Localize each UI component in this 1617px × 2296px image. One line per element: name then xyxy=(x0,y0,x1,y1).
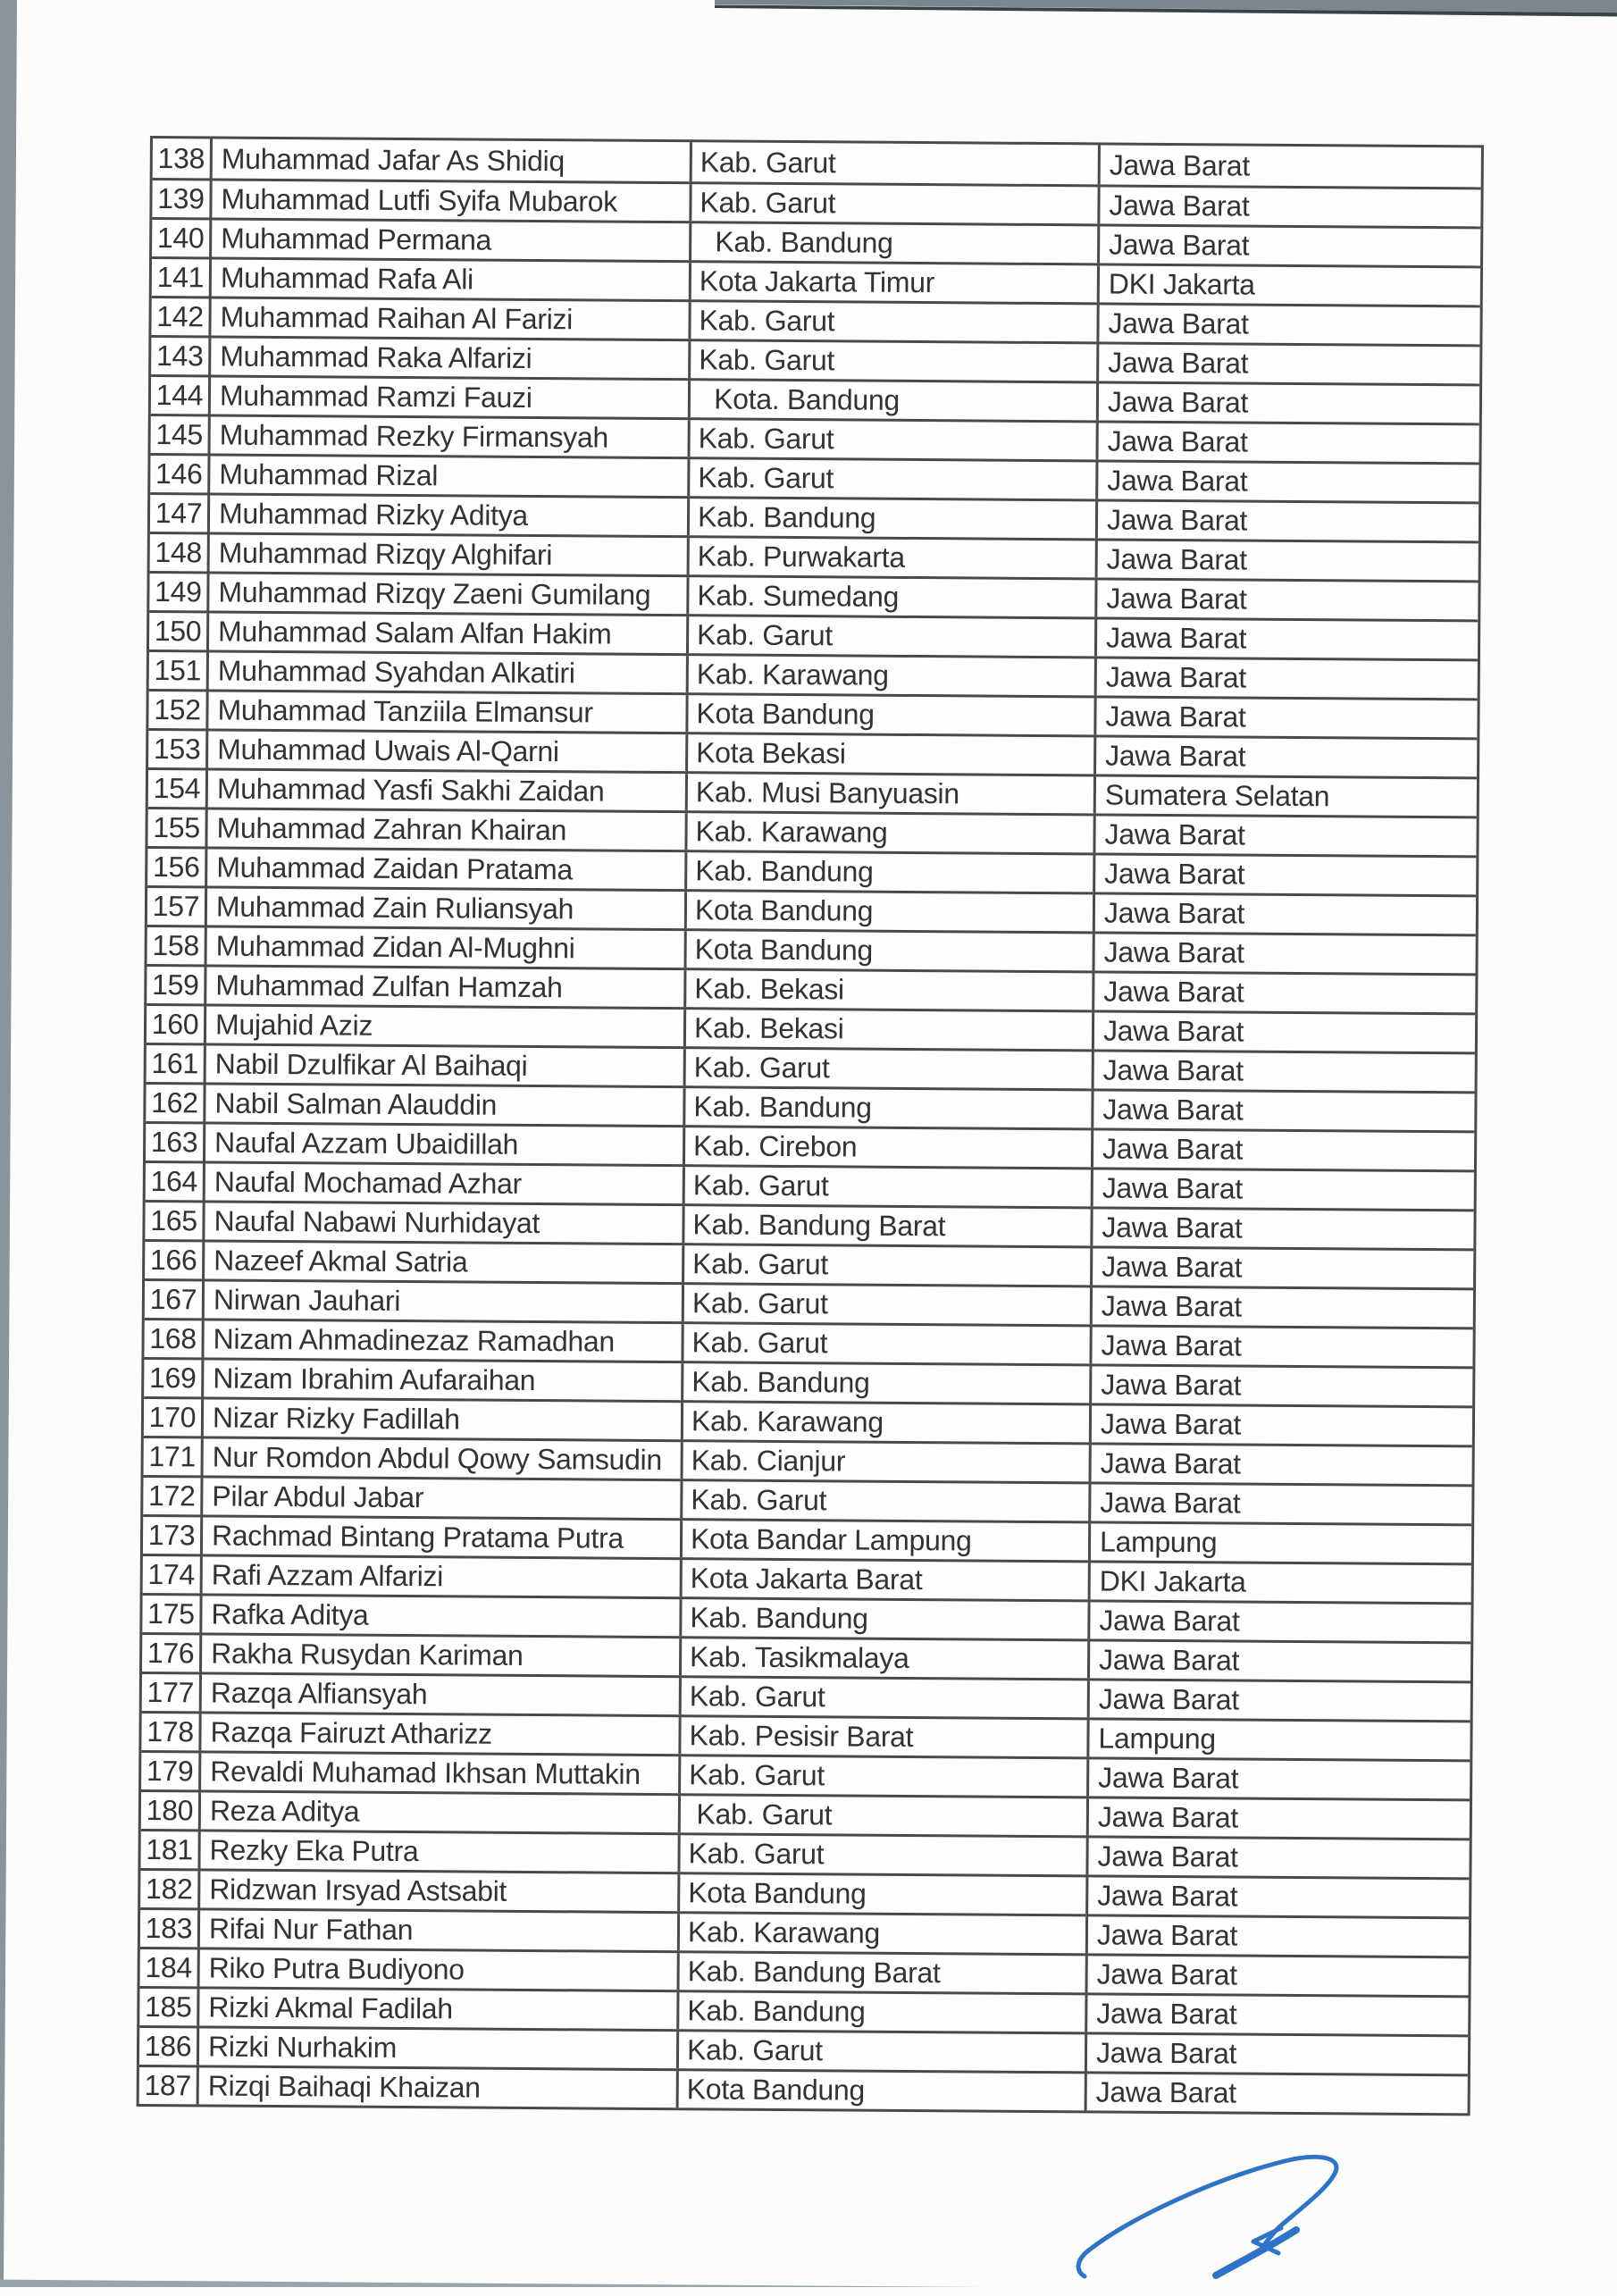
province-cell: Jawa Barat xyxy=(1094,580,1478,619)
row-number-cell: 173 xyxy=(147,1519,196,1552)
row-number-cell: 141 xyxy=(156,261,205,294)
row-number-cell: 138 xyxy=(157,141,205,174)
city-cell: Kab. Bekasi xyxy=(683,1010,1092,1049)
province-cell: Jawa Barat xyxy=(1091,1169,1474,1209)
province-cell: DKI Jakarta xyxy=(1088,1563,1471,1602)
row-number-cell: 183 xyxy=(145,1912,193,1945)
row-number-cell: 165 xyxy=(150,1204,197,1237)
name-cell: Naufal Azzam Ubaidillah xyxy=(203,1124,683,1164)
name-cell: Muhammad Rafa Ali xyxy=(209,259,689,299)
city-cell: Kab. Karawang xyxy=(677,1914,1085,1953)
city-cell: Kota Jakarta Timur xyxy=(689,263,1097,302)
name-cell: Muhammad Rizky Aditya xyxy=(207,495,687,535)
province-cell: Jawa Barat xyxy=(1092,1052,1475,1091)
city-cell: Kab. Bandung xyxy=(687,499,1095,538)
row-number-cell: 149 xyxy=(155,575,202,608)
row-number-cell: 155 xyxy=(153,811,200,844)
name-cell: Nabil Salman Alauddin xyxy=(203,1085,683,1125)
row-number-cell: 143 xyxy=(155,339,204,373)
scanned-page xyxy=(137,136,1484,2116)
city-cell: Kab. Garut xyxy=(682,1245,1090,1285)
city-cell: Kab. Garut xyxy=(688,341,1096,381)
province-cell: Jawa Barat xyxy=(1095,423,1479,462)
province-cell: DKI Jakarta xyxy=(1097,265,1480,305)
city-cell: Kab. Garut xyxy=(683,1049,1092,1088)
city-cell: Kab. Garut xyxy=(678,1756,1086,1796)
city-cell: Kota Bandung xyxy=(684,931,1093,970)
name-cell: Nazeef Akmal Satria xyxy=(202,1242,682,1282)
province-cell: Jawa Barat xyxy=(1089,1405,1472,1445)
city-cell: Kota. Bandung xyxy=(688,381,1096,420)
row-number-cell: 163 xyxy=(150,1126,198,1159)
province-cell: Jawa Barat xyxy=(1085,1995,1468,2034)
province-cell: Jawa Barat xyxy=(1093,816,1476,855)
province-cell: Jawa Barat xyxy=(1088,1484,1471,1523)
name-cell: Muhammad Zain Ruliansyah xyxy=(205,888,684,928)
signature-underline-stroke xyxy=(1216,2230,1296,2275)
city-cell: Kab. Pesisir Barat xyxy=(678,1717,1086,1756)
row-number-cell: 170 xyxy=(148,1401,197,1434)
row-number-cell: 164 xyxy=(150,1165,198,1198)
city-cell: Kab. Garut xyxy=(677,1835,1085,1874)
row-number-cell: 186 xyxy=(144,2030,192,2063)
name-cell: Nur Romdon Abdul Qowy Samsudin xyxy=(201,1438,681,1479)
city-cell: Kab. Garut xyxy=(679,1678,1087,1717)
row-number-cell: 178 xyxy=(147,1715,194,1748)
province-cell: Jawa Barat xyxy=(1092,1012,1475,1052)
name-cell: Mujahid Aziz xyxy=(204,1006,683,1046)
city-cell: Kab. Purwakarta xyxy=(687,538,1095,577)
name-cell: Pilar Abdul Jabar xyxy=(200,1478,680,1518)
name-cell: Rafka Aditya xyxy=(199,1596,679,1636)
city-cell: Kota Bandung xyxy=(685,695,1093,734)
row-number-cell: 157 xyxy=(152,890,200,923)
city-cell: Kab. Garut xyxy=(686,616,1094,656)
city-cell: Kab. Garut xyxy=(680,1481,1088,1521)
city-cell: Kab. Garut xyxy=(683,1167,1091,1206)
row-number-cell: 177 xyxy=(147,1676,195,1709)
name-cell: Muhammad Lutfi Syifa Mubarok xyxy=(209,180,689,221)
name-cell: Rachmad Bintang Pratama Putra xyxy=(200,1517,680,1557)
province-cell: Jawa Barat xyxy=(1090,1287,1473,1327)
row-number-cell: 166 xyxy=(149,1244,197,1277)
province-cell: Jawa Barat xyxy=(1095,501,1479,540)
city-cell: Kab. Garut xyxy=(689,184,1097,223)
row-number-cell: 161 xyxy=(151,1047,199,1080)
name-cell: Naufal Mochamad Azhar xyxy=(203,1163,683,1203)
row-number-cell: 180 xyxy=(146,1794,194,1827)
city-cell: Kab. Bandung Barat xyxy=(682,1206,1090,1245)
province-cell: Jawa Barat xyxy=(1092,973,1475,1012)
province-cell: Jawa Barat xyxy=(1091,1130,1474,1169)
province-cell: Jawa Barat xyxy=(1085,2074,1468,2113)
row-number-cell: 179 xyxy=(146,1755,194,1788)
name-cell: Ridzwan Irsyad Astsabit xyxy=(197,1871,677,1911)
name-cell: Muhammad Rizqy Alghifari xyxy=(207,534,687,574)
city-cell: Kab. Bandung xyxy=(684,852,1093,892)
name-cell: Muhammad Syahdan Alkatiri xyxy=(206,652,686,692)
name-cell: Rafi Azzam Alfarizi xyxy=(200,1556,680,1596)
row-number-cell: 181 xyxy=(146,1833,193,1866)
name-cell: Nabil Dzulfikar Al Baihaqi xyxy=(204,1045,683,1085)
province-cell: Jawa Barat xyxy=(1093,894,1476,934)
province-cell: Jawa Barat xyxy=(1096,383,1479,423)
city-cell: Kab. Tasikmalaya xyxy=(679,1638,1087,1678)
city-cell: Kota Bekasi xyxy=(685,734,1093,774)
row-number-cell: 146 xyxy=(155,457,203,490)
row-number-cell: 148 xyxy=(155,536,203,569)
name-cell: Rifai Nur Fathan xyxy=(197,1910,677,1950)
scanner-edge-bottom xyxy=(0,2276,983,2287)
province-cell: Jawa Barat xyxy=(1093,698,1477,737)
row-number-cell: 153 xyxy=(153,733,201,766)
city-cell: Kab. Garut xyxy=(678,1796,1086,1835)
signature xyxy=(1018,2117,1376,2296)
name-cell: Rezky Eka Putra xyxy=(197,1831,677,1872)
row-number-cell: 168 xyxy=(149,1322,197,1355)
city-cell: Kota Jakarta Barat xyxy=(680,1560,1088,1599)
city-cell: Kab. Garut xyxy=(688,302,1096,341)
row-number-cell: 145 xyxy=(155,418,204,451)
city-cell: Kab. Cirebon xyxy=(683,1127,1091,1167)
province-cell: Jawa Barat xyxy=(1094,658,1478,698)
province-cell: Jawa Barat xyxy=(1093,737,1477,776)
city-cell: Kab. Cianjur xyxy=(681,1442,1089,1481)
row-number-cell: 142 xyxy=(156,300,204,333)
name-cell: Muhammad Raihan Al Farizi xyxy=(208,298,688,339)
province-cell: Jawa Barat xyxy=(1096,305,1479,344)
name-cell: Rakha Rusydan Kariman xyxy=(199,1635,679,1675)
row-number-cell: 158 xyxy=(152,929,200,962)
city-cell: Kota Bandar Lampung xyxy=(680,1521,1088,1560)
row-number-cell: 172 xyxy=(147,1479,196,1513)
name-cell: Muhammad Tanziila Elmansur xyxy=(205,691,685,732)
province-cell: Jawa Barat xyxy=(1098,145,1481,187)
city-cell: Kab. Sumedang xyxy=(686,577,1094,616)
city-cell: Kab. Bandung xyxy=(689,223,1097,263)
province-cell: Jawa Barat xyxy=(1097,187,1480,226)
province-cell: Jawa Barat xyxy=(1086,1759,1470,1798)
city-cell: Kab. Bandung Barat xyxy=(677,1953,1085,1992)
name-cell: Riko Putra Budiyono xyxy=(197,1949,677,1990)
province-cell: Jawa Barat xyxy=(1091,1091,1474,1130)
name-cell: Muhammad Ramzi Fauzi xyxy=(208,377,688,417)
city-cell: Kab. Garut xyxy=(676,2032,1085,2071)
roster-table xyxy=(137,136,1484,2116)
province-cell: Jawa Barat xyxy=(1095,540,1479,580)
row-number-cell: 167 xyxy=(149,1283,197,1316)
province-cell: Sumatera Selatan xyxy=(1093,776,1477,816)
name-cell: Nizam Ibrahim Aufaraihan xyxy=(201,1360,681,1400)
city-cell: Kab. Bandung xyxy=(681,1363,1089,1403)
scanner-edge-left xyxy=(0,0,18,2287)
province-cell: Jawa Barat xyxy=(1085,1956,1469,1995)
city-cell: Kab. Bandung xyxy=(676,1992,1085,2032)
row-number-cell: 152 xyxy=(154,693,201,726)
name-cell: Rizki Akmal Fadilah xyxy=(197,1989,676,2029)
city-cell: Kab. Karawang xyxy=(686,656,1094,695)
name-cell: Razqa Fairuzt Atharizz xyxy=(198,1714,678,1754)
signature-swoosh-stroke xyxy=(1078,2157,1336,2276)
city-cell: Kab. Garut xyxy=(687,459,1095,499)
province-cell: Jawa Barat xyxy=(1093,934,1476,973)
province-cell: Jawa Barat xyxy=(1093,855,1476,894)
row-number-cell: 162 xyxy=(151,1086,198,1119)
row-number-cell: 159 xyxy=(151,968,199,1001)
row-number-cell: 156 xyxy=(152,851,200,884)
name-cell: Nizam Ahmadinezaz Ramadhan xyxy=(201,1320,681,1361)
city-cell: Kota Bandung xyxy=(677,1874,1085,1914)
name-cell: Muhammad Yasfi Sakhi Zaidan xyxy=(205,770,685,810)
city-cell: Kota Bandung xyxy=(676,2071,1085,2110)
province-cell: Jawa Barat xyxy=(1089,1366,1472,1405)
province-cell: Jawa Barat xyxy=(1087,1602,1470,1641)
row-number-cell: 185 xyxy=(145,1990,192,2024)
province-cell: Jawa Barat xyxy=(1089,1445,1472,1484)
name-cell: Muhammad Salam Alfan Hakim xyxy=(206,613,686,653)
row-number-cell: 144 xyxy=(155,379,204,412)
city-cell: Kab. Karawang xyxy=(684,813,1093,852)
province-cell: Jawa Barat xyxy=(1085,2034,1468,2074)
row-number-cell: 150 xyxy=(154,615,202,648)
row-number-cell: 182 xyxy=(145,1873,193,1906)
province-cell: Jawa Barat xyxy=(1090,1248,1473,1287)
province-cell: Jawa Barat xyxy=(1097,226,1480,265)
province-cell: Jawa Barat xyxy=(1096,344,1479,383)
name-cell: Muhammad Rizqy Zaeni Gumilang xyxy=(206,574,686,614)
name-cell: Muhammad Uwais Al-Qarni xyxy=(205,731,685,771)
name-cell: Rizki Nurhakim xyxy=(197,2028,676,2068)
province-cell: Jawa Barat xyxy=(1087,1641,1470,1680)
province-cell: Jawa Barat xyxy=(1094,619,1478,658)
province-cell: Jawa Barat xyxy=(1086,1798,1470,1838)
name-cell: Muhammad Permana xyxy=(209,220,689,260)
row-number-cell: 184 xyxy=(145,1951,193,1984)
row-number-cell: 174 xyxy=(147,1558,196,1591)
province-cell: Lampung xyxy=(1088,1523,1471,1563)
city-cell: Kab. Bandung xyxy=(679,1599,1087,1638)
city-cell: Kab. Garut xyxy=(682,1285,1090,1324)
name-cell: Nirwan Jauhari xyxy=(202,1281,682,1321)
name-cell: Muhammad Jafar As Shidiq xyxy=(210,138,690,181)
province-cell: Jawa Barat xyxy=(1085,1916,1469,1956)
province-cell: Jawa Barat xyxy=(1090,1209,1473,1248)
province-cell: Lampung xyxy=(1086,1720,1470,1759)
name-cell: Muhammad Rizal xyxy=(207,456,687,496)
city-cell: Kab. Musi Banyuasin xyxy=(685,774,1093,813)
row-number-cell: 176 xyxy=(147,1637,195,1670)
row-number-cell: 169 xyxy=(148,1362,197,1395)
name-cell: Razqa Alfiansyah xyxy=(199,1674,679,1714)
row-number-cell: 171 xyxy=(148,1440,197,1473)
name-cell: Muhammad Zulfan Hamzah xyxy=(204,967,683,1007)
province-cell: Jawa Barat xyxy=(1089,1327,1472,1366)
city-cell: Kab. Garut xyxy=(690,142,1098,184)
row-number-cell: 151 xyxy=(154,654,202,687)
province-cell: Jawa Barat xyxy=(1085,1838,1469,1877)
name-cell: Muhammad Zahran Khairan xyxy=(205,809,684,850)
city-cell: Kab. Garut xyxy=(681,1324,1089,1363)
row-number-cell: 147 xyxy=(155,497,203,530)
name-cell: Muhammad Zidan Al-Mughni xyxy=(205,927,684,968)
province-cell: Jawa Barat xyxy=(1095,462,1479,501)
row-number-cell: 154 xyxy=(153,772,201,805)
city-cell: Kab. Karawang xyxy=(681,1403,1089,1442)
province-cell: Jawa Barat xyxy=(1085,1877,1469,1916)
row-number-cell: 139 xyxy=(157,182,205,215)
city-cell: Kab. Bandung xyxy=(683,1088,1091,1127)
province-cell: Jawa Barat xyxy=(1087,1680,1470,1720)
row-number-cell: 160 xyxy=(151,1008,199,1041)
name-cell: Muhammad Zaidan Pratama xyxy=(205,849,684,889)
row-number-cell: 187 xyxy=(144,2069,192,2102)
city-cell: Kab. Bekasi xyxy=(683,970,1092,1010)
row-number-cell: 140 xyxy=(156,222,205,255)
name-cell: Naufal Nabawi Nurhidayat xyxy=(202,1202,682,1243)
name-cell: Muhammad Rezky Firmansyah xyxy=(208,416,688,457)
row-number-cell: 175 xyxy=(147,1597,195,1630)
name-cell: Reza Aditya xyxy=(198,1792,678,1832)
name-cell: Rizqi Baihaqi Khaizan xyxy=(197,2067,676,2107)
city-cell: Kab. Garut xyxy=(688,420,1096,459)
name-cell: Nizar Rizky Fadillah xyxy=(201,1399,681,1439)
name-cell: Revaldi Muhamad Ikhsan Muttakin xyxy=(198,1753,678,1793)
name-cell: Muhammad Raka Alfarizi xyxy=(208,338,688,378)
city-cell: Kota Bandung xyxy=(684,892,1093,931)
